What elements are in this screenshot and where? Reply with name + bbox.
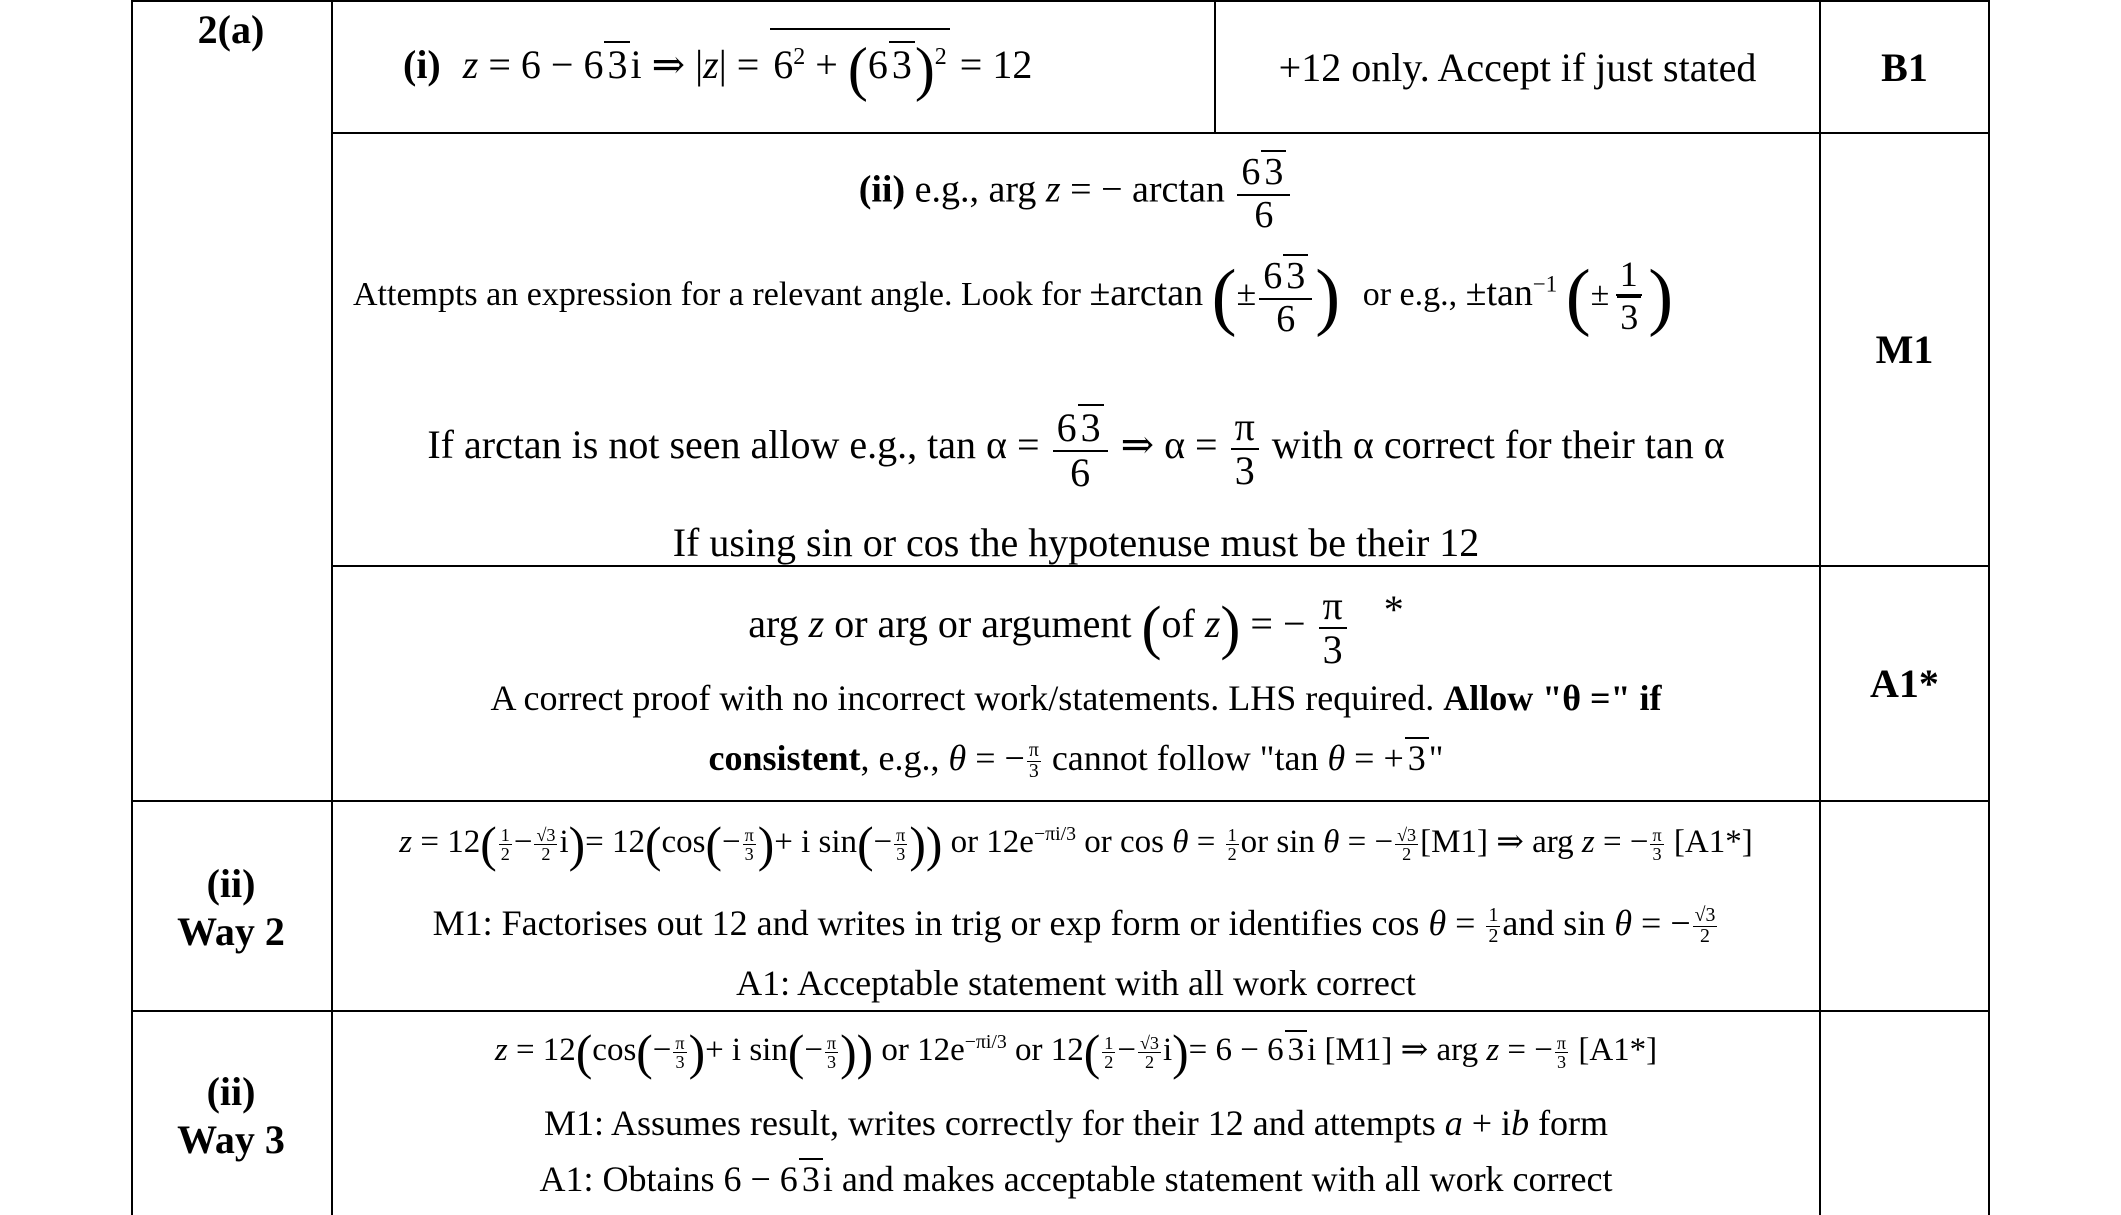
implies-alpha: ⇒ α = bbox=[1120, 422, 1218, 468]
way2-name: Way 2 bbox=[177, 909, 285, 954]
pm-arctan: ±arctan bbox=[1089, 271, 1204, 314]
way3-line2: M1: Assumes result, writes correctly for their 12 and attempts a + ib form bbox=[543, 1103, 1609, 1143]
proof-text: A correct proof with no incorrect work/statements. LHS required. bbox=[490, 678, 1435, 718]
way2-working bbox=[333, 802, 1819, 1010]
one-numerator: 1 bbox=[1616, 256, 1642, 296]
attempt-line: Attempts an expression for a relevant angle. Look for ±arctan (± $\frac{6 3}{6}$ ) or e.g., $\pm\tan^{-1}$ (± $\frac{1}{3}$ ) bbox=[353, 254, 1674, 340]
way2-label bbox=[131, 860, 331, 956]
eg-text: e.g., bbox=[914, 168, 979, 211]
if-using-line: If using sin or cos the hypotenuse must be their 12 bbox=[672, 520, 1480, 565]
if-arctan-text: If arctan is not seen allow e.g., tan α = bbox=[427, 422, 1040, 468]
part-ii-method bbox=[333, 134, 1819, 565]
way3-line1: z = 12(cos(− $\frac{\pi}{3}$ )+ i sin(− $\frac{\pi}{3}$ )) or $12e^{-\pi i/3}$ or 12( $\frac{1}{2}$ − $\frac{√3}{2}$ i)= 6 − 6 3i [M1] ⇒ arg z = − $\frac{\pi}{3}$ [A1*] bbox=[494, 1025, 1658, 1080]
part-i-label: (i) bbox=[403, 42, 441, 88]
proof-line bbox=[333, 677, 1819, 719]
part-ii-label: (ii) bbox=[858, 168, 906, 211]
way2-line3: A1: Acceptable statement with all work correct bbox=[736, 963, 1416, 1003]
part-i-working bbox=[333, 0, 1216, 132]
mark-a1-star: A1* bbox=[1870, 661, 1939, 706]
way3-part: (ii) bbox=[206, 1069, 256, 1114]
star-symbol: * bbox=[1383, 586, 1404, 632]
part-i-note: +12 only. Accept if just stated bbox=[1278, 45, 1757, 90]
or-eg-text: or e.g., bbox=[1362, 275, 1458, 313]
mark-b1: B1 bbox=[1881, 45, 1928, 90]
way3-working bbox=[333, 1012, 1819, 1215]
way2-line2: M1: Factorises out 12 and writes in trig or exp form or identifies cos θ = $\frac{1}{2}$ and sin θ = − $\frac{√3}{2}$ bbox=[432, 903, 1716, 948]
part-ii-conclusion bbox=[333, 567, 1819, 800]
consistent-text: consistent bbox=[708, 738, 861, 778]
tan-inverse-sup: −1 bbox=[1532, 271, 1558, 297]
with-alpha-text: with α correct for their tan α bbox=[1271, 422, 1725, 468]
attempt-text: Attempts an expression for a relevant angle. Look for bbox=[353, 275, 1081, 313]
part-i-math: z = 6 − 6 3i ⇒ $|z| = 6^2 + (6$ 3)$^2$ = 12 bbox=[463, 42, 1033, 87]
if-arctan-line: If arctan is not seen allow e.g., tan α = $\frac{6 3}{6}$ ⇒ α = $\frac{\pi}{3}$ with α correct for their tan α bbox=[427, 404, 1725, 495]
pi-numerator: π bbox=[1231, 406, 1259, 450]
question-label: 2(a) bbox=[197, 7, 265, 52]
consistent-line: consistent, e.g., θ = − $\frac{\pi}{3}$ cannot follow "tan θ = + 3" bbox=[708, 738, 1444, 783]
way2-part: (ii) bbox=[206, 861, 256, 906]
way3-label bbox=[131, 1068, 331, 1164]
allow-text: Allow "θ =" if bbox=[1443, 678, 1662, 718]
way2-line1: z = 12( $\frac{1}{2}$ − $\frac{√3}{2}$ i)= 12(cos(− $\frac{\pi}{3}$ )+ i sin(− $\frac{\pi}{3}$ )) or $12e^{-\pi i/3}$ or cos θ = $\frac{1}{2}$ or sin θ = − $\frac{√3}{2}$ [M1] ⇒ arg z = − $\frac{\pi}{3}$ [A1*] bbox=[399, 817, 1753, 872]
mark-m1: M1 bbox=[1875, 327, 1934, 372]
way3-line3: A1: Obtains 6 − 6 3i and makes acceptable statement with all work correct bbox=[539, 1159, 1613, 1199]
way3-name: Way 3 bbox=[177, 1117, 285, 1162]
arg-line: arg z or arg or argument (of z) = − $\frac{\pi}{3}$ * bbox=[748, 583, 1404, 672]
part-ii-line1: (ii) e.g., arg z = − arctan $\frac{6 3}{6}$ bbox=[333, 150, 1819, 236]
three-denominator: 3 bbox=[1234, 448, 1255, 493]
